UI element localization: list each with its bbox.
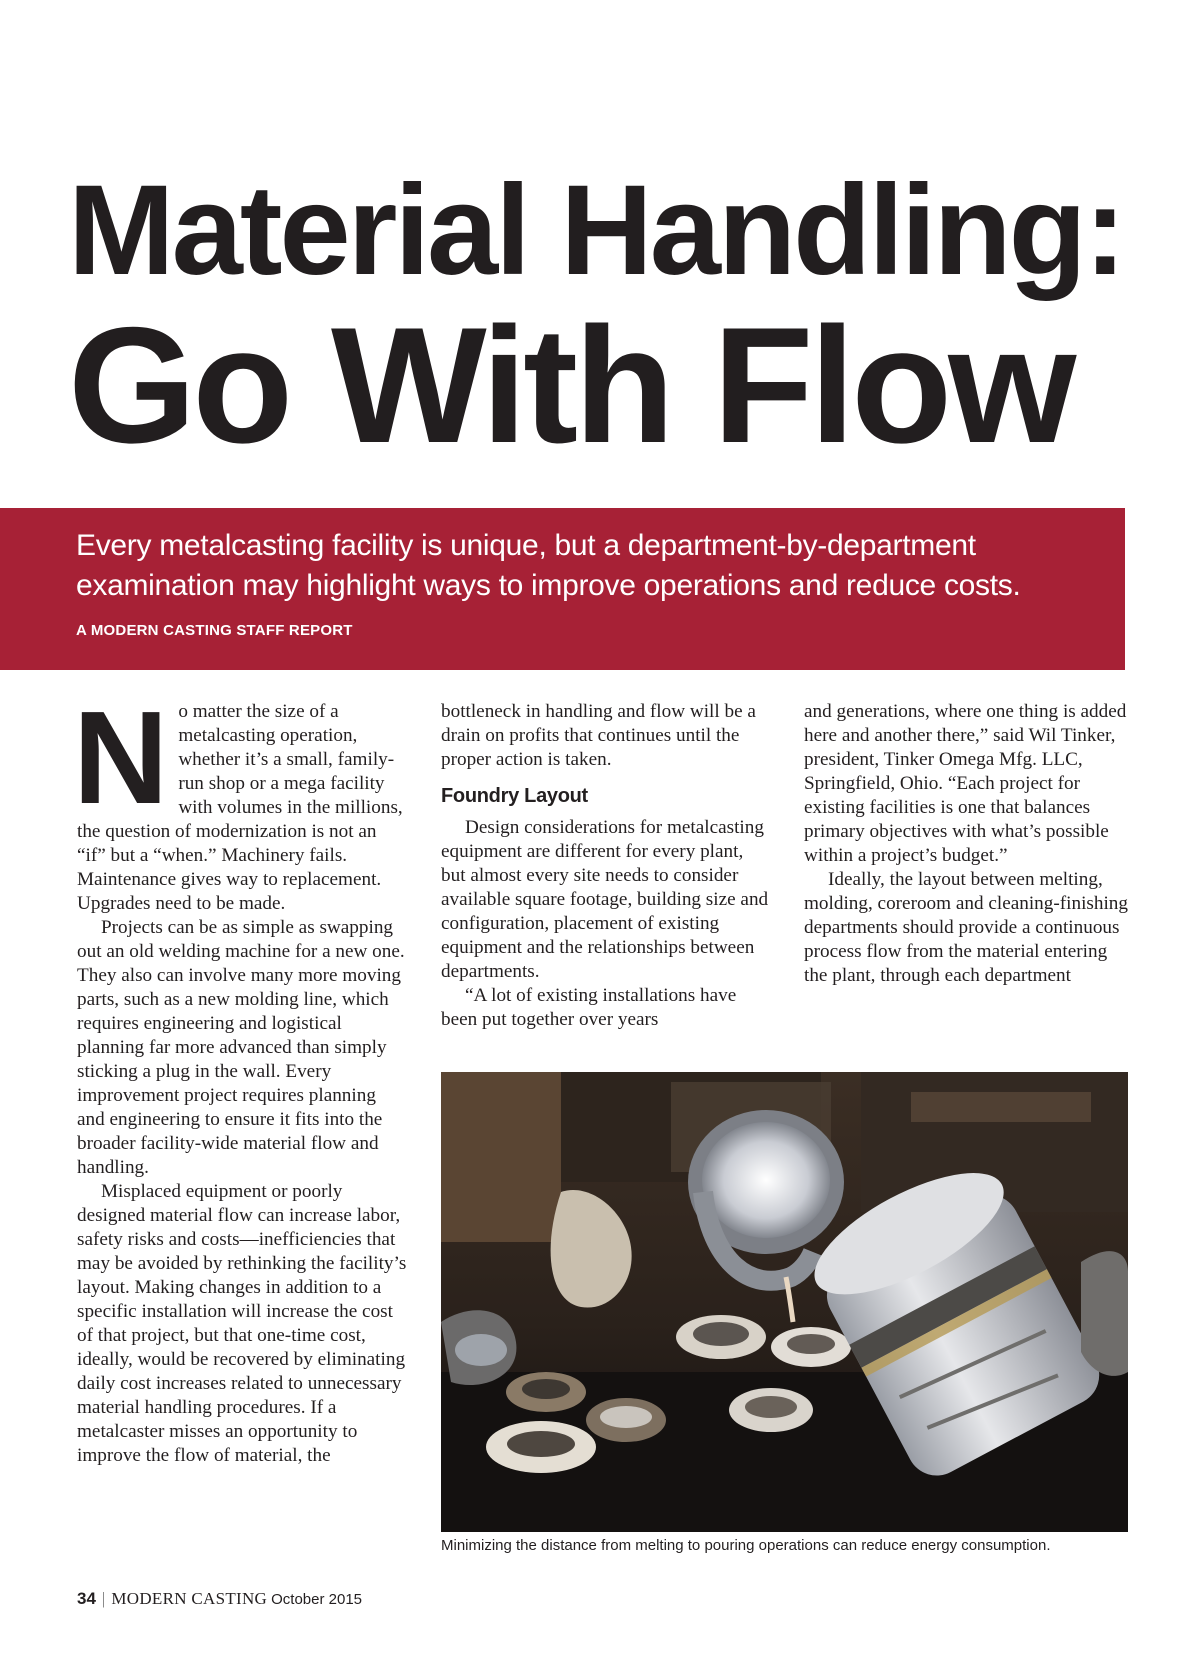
folio-divider: |	[101, 1589, 106, 1608]
headline-line-1: Material Handling:	[68, 159, 1124, 302]
body-column-3	[804, 700, 1134, 988]
section-subhead: Foundry Layout	[441, 785, 588, 807]
headline-line-2: Go With Flow	[68, 293, 1073, 477]
body-paragraph: o matter the size of a metalcasting operation, whether it’s a small, family-run shop or a mega facility with volumes in the millions, the question of modernization is not an “if” but a “when.” Machinery fails. Maintenance gives way to replacement. Upgrades need to be made.	[77, 701, 403, 914]
body-paragraph: Misplaced equipment or poorly designed material flow can increase labor, safety risks and costs—inefficiencies that may be avoided by rethinking the facility’s layout. Making changes in addition to a specific installation will increase the cost of that project, but that one-time cost, ideally, would be recovered by eliminating daily cost increases related to unnecessary material handling procedures. If a metalcaster misses an opportunity to improve the flow of material, the	[77, 1181, 407, 1466]
body-paragraph: Ideally, the layout between melting, molding, coreroom and cleaning-finishing departments should provide a continuous process flow from the material entering the plant, through each department	[804, 869, 1128, 986]
body-column-2	[441, 700, 771, 1032]
page-number: 34	[77, 1589, 96, 1608]
byline: A MODERN CASTING STAFF REPORT	[76, 622, 353, 639]
body-paragraph: Projects can be as simple as swapping out an old welding machine for a new one. They also can involve many more moving parts, such as a new molding line, which requires engineering and logistical planning far more advanced than simply sticking a plug in the wall. Every improvement project requires planning and engineering to ensure it fits into the broader facility-wide material flow and handling.	[77, 917, 405, 1178]
foundry-pouring-photo	[441, 1072, 1128, 1532]
drop-cap: N	[73, 684, 169, 831]
body-paragraph: Design considerations for metalcasting equipment are different for every plant, but almost every site needs to consider available square footage, building size and configuration, placement of existing equipment and the relationships between departments.	[441, 817, 769, 982]
issue-date: October 2015	[271, 1591, 363, 1608]
body-paragraph: bottleneck in handling and flow will be a drain on profits that continues until the proper action is taken.	[441, 701, 756, 770]
body-paragraph: “A lot of existing installations have been put together over years	[441, 985, 737, 1030]
page-footer	[77, 1589, 362, 1610]
photo-caption: Minimizing the distance from melting to pouring operations can reduce energy consumption.	[441, 1537, 1051, 1554]
magazine-name: MODERN CASTING	[111, 1589, 268, 1608]
body-column-1	[73, 684, 407, 1468]
deck-text: Every metalcasting facility is unique, but a department-by-department examination may highlight ways to improve operations and reduce costs.	[76, 529, 1021, 602]
deck-banner	[0, 508, 1125, 670]
body-paragraph: and generations, where one thing is added here and another there,” said Wil Tinker, president, Tinker Omega Mfg. LLC, Springfield, Ohio. “Each project for existing facilities is one that balances primary objectives with what’s possible within a project’s budget.”	[804, 701, 1127, 866]
photo-illustration	[441, 1072, 1128, 1532]
